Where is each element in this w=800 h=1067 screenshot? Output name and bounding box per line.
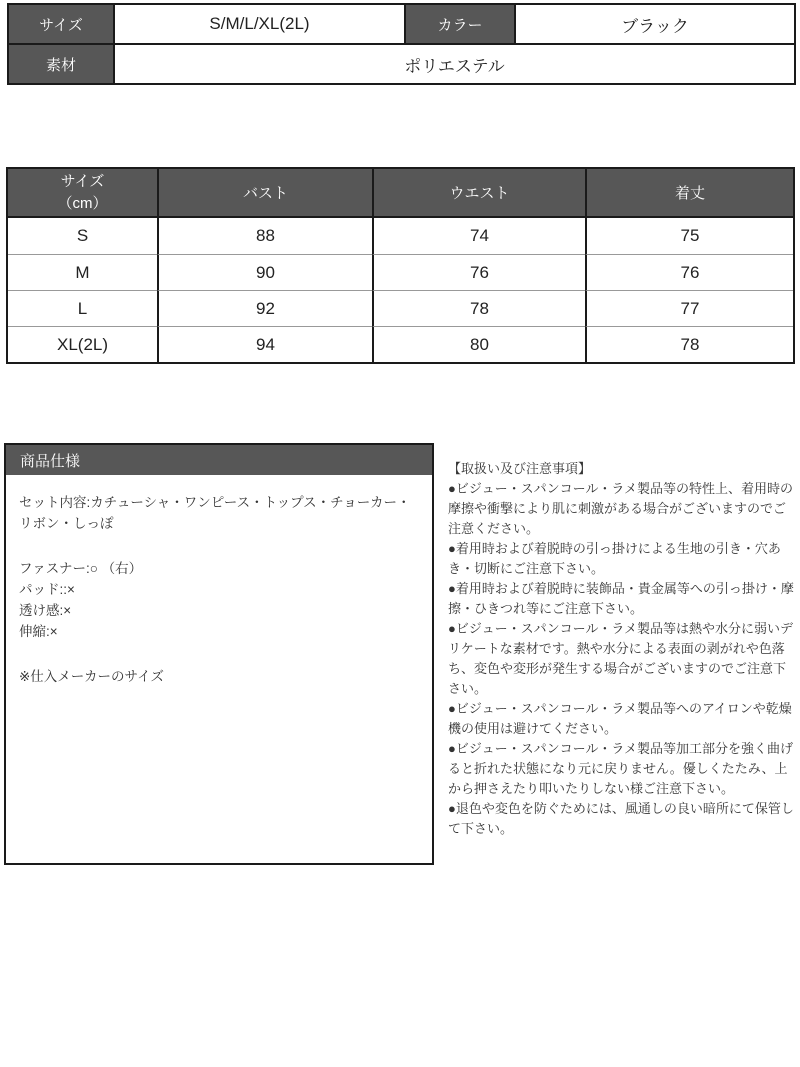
supplier-size-note: ※仕入メーカーのサイズ <box>19 669 164 684</box>
spec-detail-sheerness: 透け感:× <box>19 603 72 618</box>
size-chart-header-waist: ウエスト <box>372 169 585 218</box>
size-chart-header-size-line1: サイズ <box>60 172 105 190</box>
size-chart-cell-waist: 80 <box>372 326 585 362</box>
size-chart-cell-bust: 92 <box>157 290 372 326</box>
spec-material-label: 素材 <box>9 45 113 83</box>
spec-color-value: ブラック <box>516 5 794 43</box>
care-notes <box>448 459 796 839</box>
care-note-item: ●ビジュー・スパンコール・ラメ製品等の特性上、着用時の摩擦や衝撃により肌に刺激がある場合がございますのでご注意ください。 <box>448 481 793 536</box>
size-chart-cell-waist: 74 <box>372 218 585 254</box>
size-chart-cell-bust: 90 <box>157 254 372 290</box>
size-chart-cell-waist: 78 <box>372 290 585 326</box>
size-chart-cell-length: 75 <box>585 218 793 254</box>
care-note-item: ●着用時および着脱時の引っ掛けによる生地の引き・穴あき・切断にご注意下さい。 <box>448 541 781 576</box>
care-notes-title: 【取扱い及び注意事項】 <box>448 461 592 476</box>
set-contents: セット内容:カチューシャ・ワンピース・トップス・チョーカー・リボン・しっぽ <box>19 495 411 531</box>
care-note-item: ●ビジュー・スパンコール・ラメ製品等へのアイロンや乾燥機の使用は避けてください。 <box>448 701 792 736</box>
size-chart-table <box>6 167 795 364</box>
size-chart-cell-length: 78 <box>585 326 793 362</box>
care-note-item: ●着用時および着脱時に装飾品・貴金属等への引っ掛け・摩擦・ひきつれ等にご注意下さい。 <box>448 581 794 616</box>
product-spec-title: 商品仕様 <box>6 445 432 475</box>
spec-detail-pad: パッド::× <box>19 582 75 597</box>
size-chart-cell-bust: 94 <box>157 326 372 362</box>
size-chart-cell-bust: 88 <box>157 218 372 254</box>
care-note-item: ●退色や変色を防ぐためには、風通しの良い暗所にて保管して下さい。 <box>448 801 794 836</box>
spec-size-label: サイズ <box>9 5 113 43</box>
product-spec-body <box>6 475 432 687</box>
size-chart-header-size-line2: （cm） <box>57 194 108 212</box>
care-note-item: ●ビジュー・スパンコール・ラメ製品等は熱や水分に弱いデリケートな素材です。熱や水分による表面の剥がれや色落ち、変色や変形が発生する場合がございますのでご注意下さい。 <box>448 621 793 696</box>
size-chart-header-length: 着丈 <box>585 169 793 218</box>
size-chart-cell-size: XL(2L) <box>8 326 157 362</box>
spec-detail-fastener: ファスナー:○ （右） <box>19 561 143 576</box>
size-chart-cell-size: S <box>76 226 89 245</box>
size-chart-header-bust: バスト <box>157 169 372 218</box>
spec-size-value: S/M/L/XL(2L) <box>115 5 404 43</box>
spec-color-label: カラー <box>406 5 514 43</box>
size-chart-header-size <box>8 169 157 218</box>
product-spec-box <box>4 443 434 865</box>
care-note-item: ●ビジュー・スパンコール・ラメ製品等加工部分を強く曲げると折れた状態になり元に戻りません。優しくたたみ、上から押さえたり叩いたりしない様ご注意下さい。 <box>448 741 793 796</box>
size-chart-cell-length: 77 <box>585 290 793 326</box>
size-chart-cell-size: L <box>8 290 157 326</box>
size-chart-cell-length: 76 <box>585 254 793 290</box>
size-chart-cell-size: M <box>8 254 157 290</box>
spec-table <box>7 3 796 85</box>
size-chart-cell-waist: 76 <box>372 254 585 290</box>
spec-detail-stretch: 伸縮:× <box>19 624 58 639</box>
spec-material-value: ポリエステル <box>115 45 794 83</box>
